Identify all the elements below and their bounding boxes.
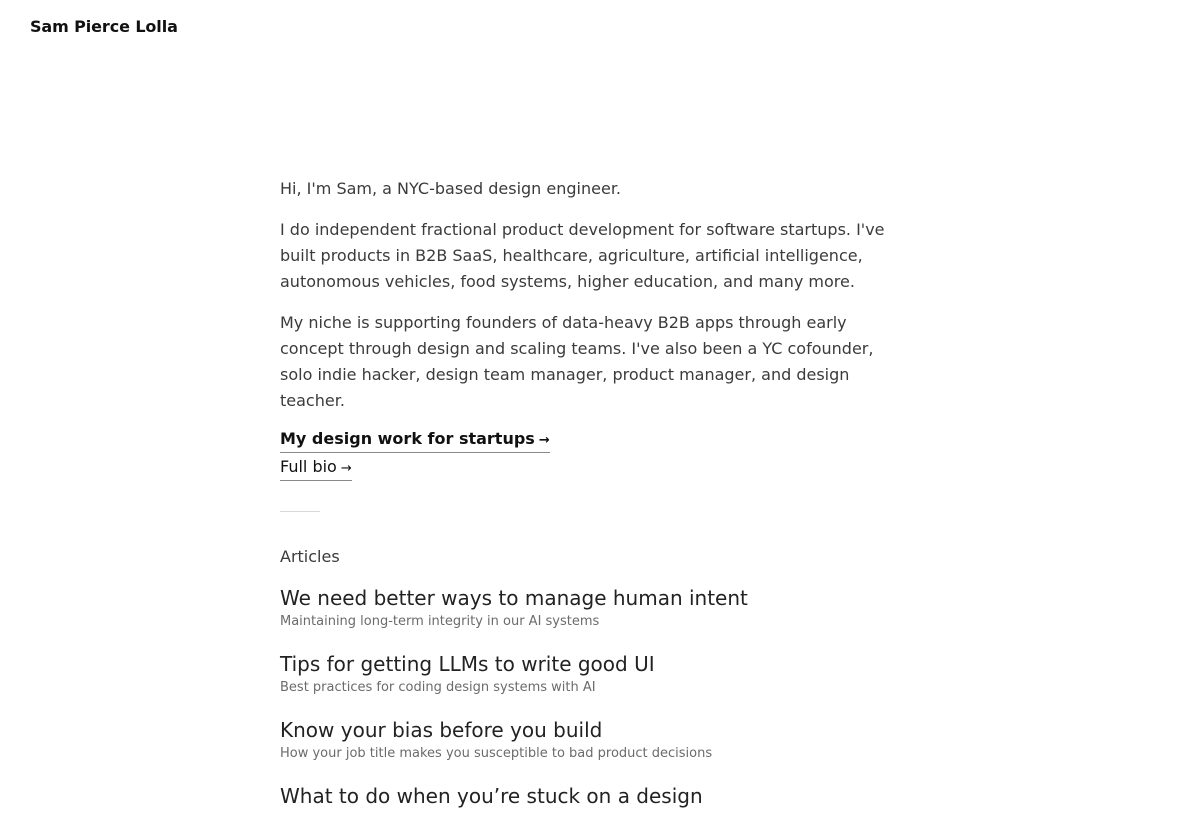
articles-heading: Articles [280,547,340,566]
arrow-right-icon: → [340,461,352,476]
site-name-link[interactable]: Sam Pierce Lolla [30,17,178,36]
intro-links [280,429,910,485]
arrow-right-icon: → [538,433,550,448]
article-subtitle: How your job title makes you susceptible to bad product decisions [280,746,713,761]
intro-greeting: Hi, I'm Sam, a NYC-based design engineer. [280,179,622,198]
design-work-link-label: My design work for startups [280,429,535,448]
article-link[interactable] [280,783,910,809]
article-title: We need better ways to manage human intent [280,586,748,610]
article-subtitle: Maintaining long-term integrity in our AI systems [280,614,600,629]
section-divider [280,511,320,512]
article-link[interactable] [280,717,910,763]
design-work-link[interactable] [280,429,550,453]
full-bio-link-label: Full bio [280,457,337,476]
intro-paragraph-2: My niche is supporting founders of data-heavy B2B apps through early concept through design and scaling teams. I've also been a YC cofounder, solo indie hacker, design team manager, product manager, and design teacher. [280,313,874,410]
article-title: What to do when you’re stuck on a design [280,784,703,808]
article-title: Tips for getting LLMs to write good UI [280,652,655,676]
article-link[interactable] [280,585,910,631]
intro-section [280,176,910,414]
article-title: Know your bias before you build [280,718,603,742]
main-content [280,176,910,829]
article-link[interactable] [280,651,910,697]
intro-paragraph-1: I do independent fractional product development for software startups. I've built products in B2B SaaS, healthcare, agriculture, artificial intelligence, autonomous vehicles, food systems, higher education, and many more. [280,220,885,291]
article-subtitle: Best practices for coding design systems with AI [280,680,596,695]
full-bio-link[interactable] [280,457,352,481]
